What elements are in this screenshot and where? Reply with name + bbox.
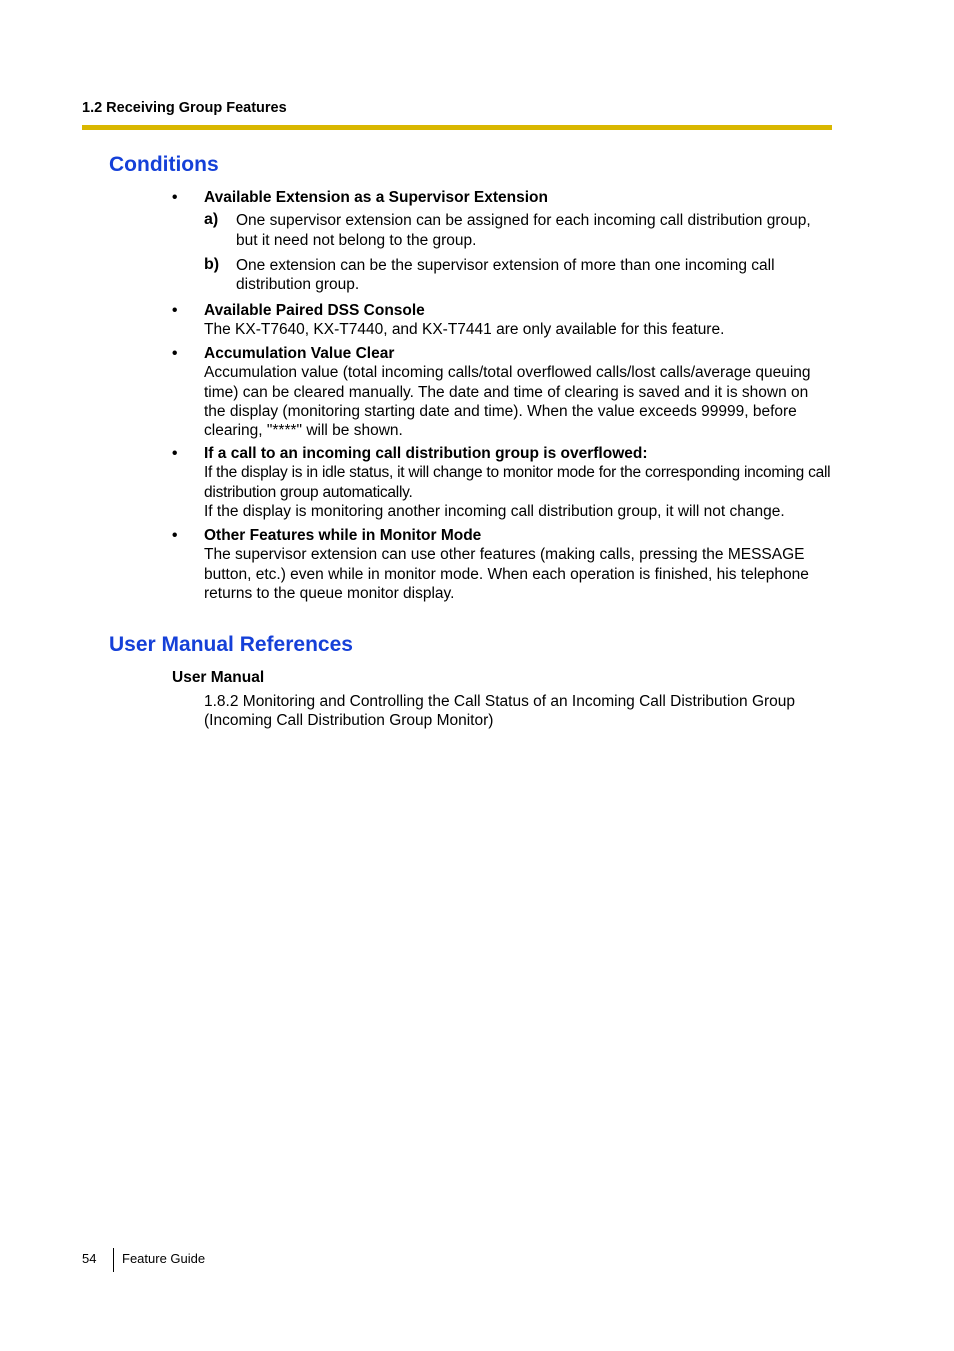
condition-title: Accumulation Value Clear [204, 345, 395, 362]
condition-item-dss [172, 301, 832, 340]
references-subheading: User Manual [172, 669, 265, 686]
bullet-icon: • [172, 345, 178, 362]
bullet-icon: • [172, 527, 178, 544]
running-header: 1.2 Receiving Group Features [82, 100, 287, 116]
condition-item-overflow [172, 444, 832, 521]
sub-letter: b) [204, 255, 220, 273]
sub-letter: a) [204, 211, 219, 229]
footer-divider [113, 1248, 114, 1272]
footer-title: Feature Guide [122, 1251, 206, 1266]
condition-title: Available Extension as a Supervisor Extension [204, 189, 548, 206]
page-number: 54 [82, 1251, 97, 1266]
bullet-icon: • [172, 189, 178, 206]
header-rule [82, 125, 832, 130]
references-heading: User Manual References [109, 633, 353, 656]
condition-text: If the display is in idle status, it will change to monitor mode for the corresponding incoming call distribution group automatically. [204, 464, 831, 501]
condition-title: Available Paired DSS Console [204, 302, 425, 319]
condition-title: If a call to an incoming call distribution group is overflowed: [204, 445, 648, 462]
condition-item-monitor-mode [172, 526, 832, 603]
condition-text-2: If the display is monitoring another incoming call distribution group, it will not change. [204, 502, 785, 520]
condition-text: Accumulation value (total incoming calls/total overflowed calls/lost calls/average queuing time) can be cleared manually. The date and time of clearing is saved and it is shown on the display (monitoring starting date and time). When the value exceeds 99999, before clearing, "****" will be shown. [204, 364, 811, 440]
bullet-icon: • [172, 302, 178, 319]
sub-text: One supervisor extension can be assigned for each incoming call distribution group, but it need not belong to the group. [236, 212, 811, 249]
condition-text: The supervisor extension can use other features (making calls, pressing the MESSAGE button, etc.) even while in monitor mode. When each operation is finished, his telephone returns to the queue monitor display. [204, 546, 809, 602]
condition-item-accumulation [172, 344, 832, 440]
conditions-heading: Conditions [109, 153, 219, 176]
sub-item-a [204, 211, 832, 250]
sub-text: One extension can be the supervisor extension of more than one incoming call distribution group. [236, 256, 775, 294]
condition-text: The KX-T7640, KX-T7440, and KX-T7441 are only available for this feature. [204, 321, 725, 339]
bullet-icon: • [172, 445, 178, 462]
condition-title: Other Features while in Monitor Mode [204, 527, 482, 544]
condition-item-supervisor [172, 188, 832, 294]
sub-item-b [204, 256, 832, 295]
reference-entry: 1.8.2 Monitoring and Controlling the Call Status of an Incoming Call Distribution Group (Incoming Call Distribution Group Monitor) [204, 693, 796, 730]
